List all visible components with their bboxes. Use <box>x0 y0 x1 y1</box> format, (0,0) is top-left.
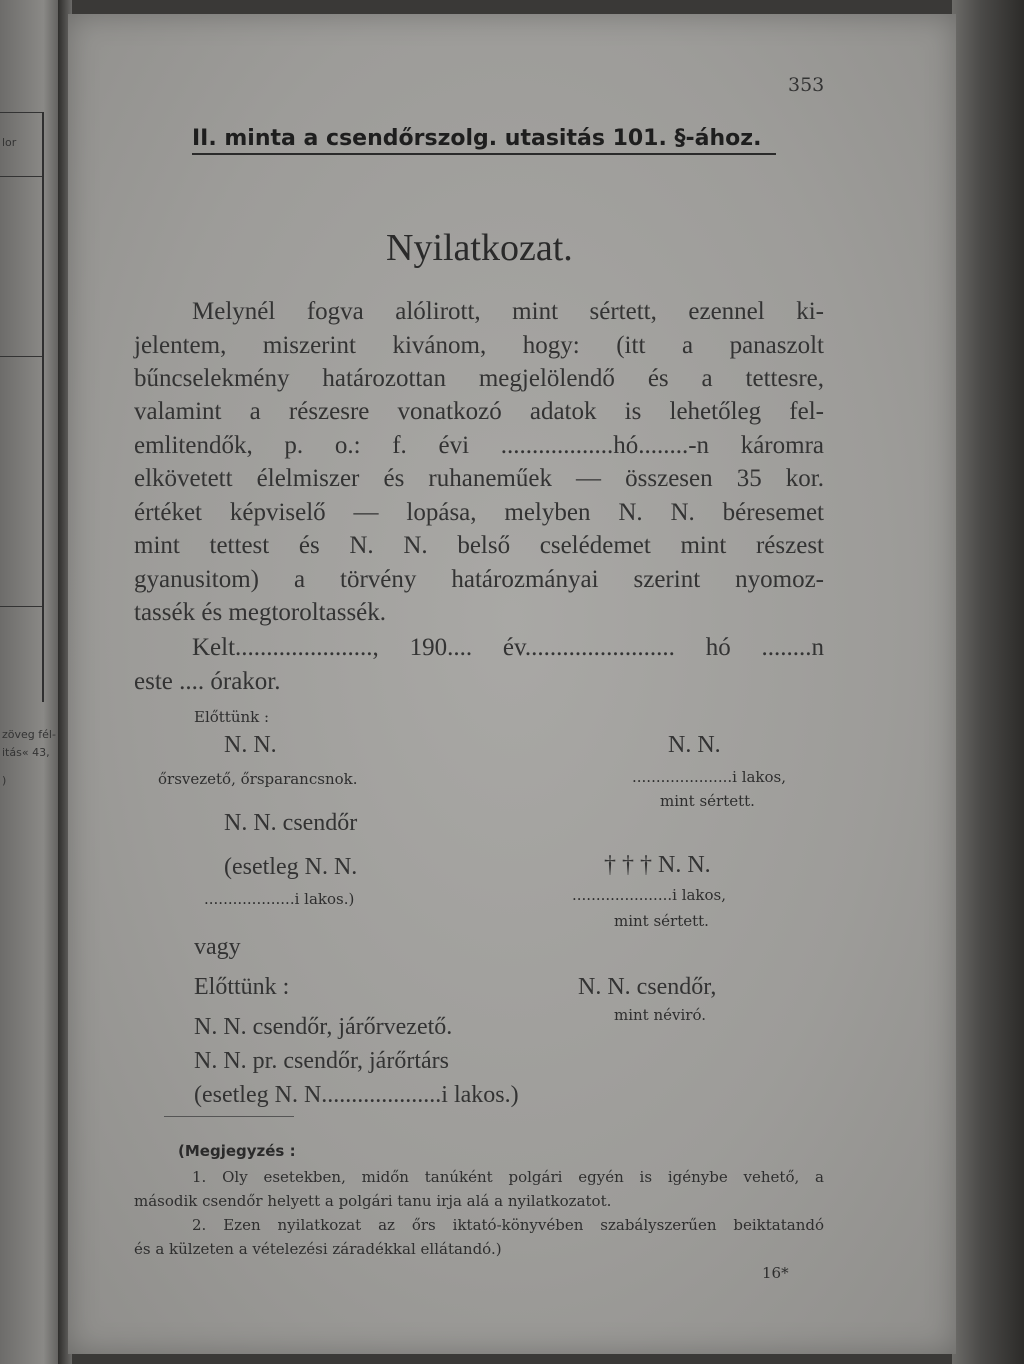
writer-signature: N. N. csendőr, <box>578 974 717 1000</box>
note-line: 1. Oly esetekben, midőn tanúként polgári egyén is igénybe vehető, a <box>192 1168 824 1186</box>
before-us-heading: Előttünk : <box>194 974 290 1000</box>
patrol-partner: N. N. pr. csendőr, járőrtárs <box>194 1048 449 1074</box>
left-fragment: itás« 43, <box>2 746 50 759</box>
section-header: II. minta a csendőrszolg. utasitás 101. §-ához. <box>192 126 776 155</box>
before-us-label: Előttünk : <box>194 708 270 726</box>
body-line: értéket képviselő — lopása, melyben N. N. béresemet <box>134 499 824 526</box>
left-fragment: ) <box>2 774 7 787</box>
injured-signature: N. N. <box>668 732 721 758</box>
injured-resident: .....................i lakos, <box>632 768 787 786</box>
document-title: Nyilatkozat. <box>386 227 573 269</box>
body-line: mint tettest és N. N. belső cselédemet mint részest <box>134 532 824 559</box>
signature-mark: 16* <box>762 1264 789 1282</box>
adjacent-page-edge <box>0 0 62 1364</box>
mark-resident: .....................i lakos, <box>572 886 727 904</box>
notes-separator <box>164 1116 294 1117</box>
body-line: Melynél fogva alólirott, mint sértett, ezennel ki- <box>192 298 824 325</box>
mark-signature: † † † N. N. <box>604 852 711 878</box>
left-fragment: lor <box>2 136 17 149</box>
body-line: jelentem, miszerint kivánom, hogy: (itt a panaszolt <box>134 332 824 359</box>
body-line: emlitendők, p. o.: f. évi ..................hó........-n káromra <box>134 432 824 459</box>
gendarme-signature: N. N. csendőr <box>224 810 358 836</box>
note-line: második csendőr helyett a polgári tanu irja alá a nyilatkozatot. <box>134 1192 612 1210</box>
body-line: tassék és megtoroltassék. <box>134 599 387 626</box>
dated-line: Kelt......................, 190.... év........................ hó ........n <box>192 634 824 661</box>
possibly-line: (esetleg N. N. <box>224 854 358 880</box>
note-line: 2. Ezen nyilatkozat az őrs iktató-könyvében szabályszerűen beiktatandó <box>192 1216 824 1234</box>
injured-role: mint sértett. <box>660 792 755 810</box>
margin-rule-h4 <box>0 606 42 607</box>
resident-line: ...................i lakos.) <box>204 890 355 908</box>
writer-role: mint néviró. <box>614 1006 706 1024</box>
note-line: és a külzeten a vételezési záradékkal ellátandó.) <box>134 1240 502 1258</box>
margin-rule <box>42 112 44 702</box>
margin-rule-h3 <box>0 356 42 357</box>
left-fragment: zöveg fél- <box>2 728 56 741</box>
book-cover-edge <box>952 0 1024 1364</box>
body-line: gyanusitom) a törvény határozmányai szerint nyomoz- <box>134 566 824 593</box>
body-line: bűncselekmény határozottan megjelölendő és a tettesre, <box>134 365 824 392</box>
book-page <box>68 14 956 1354</box>
margin-rule-h1 <box>0 112 42 113</box>
patrol-leader: N. N. csendőr, járőrvezető. <box>194 1014 453 1040</box>
mark-role: mint sértett. <box>614 912 709 930</box>
or-label: vagy <box>194 934 241 960</box>
margin-rule-h2 <box>0 176 42 177</box>
page-number: 353 <box>788 74 825 96</box>
possibly-resident: (esetleg N. N....................i lakos.) <box>194 1082 519 1108</box>
signature-nn: N. N. <box>224 732 277 758</box>
commander-title: őrsvezető, őrsparancsnok. <box>158 770 358 788</box>
notes-heading: (Megjegyzés : <box>178 1142 296 1160</box>
time-line: este .... órakor. <box>134 668 281 695</box>
body-line: elkövetett élelmiszer és ruhaneműek — összesen 35 kor. <box>134 465 824 492</box>
body-line: valamint a részesre vonatkozó adatok is lehetőleg fel- <box>134 398 824 425</box>
